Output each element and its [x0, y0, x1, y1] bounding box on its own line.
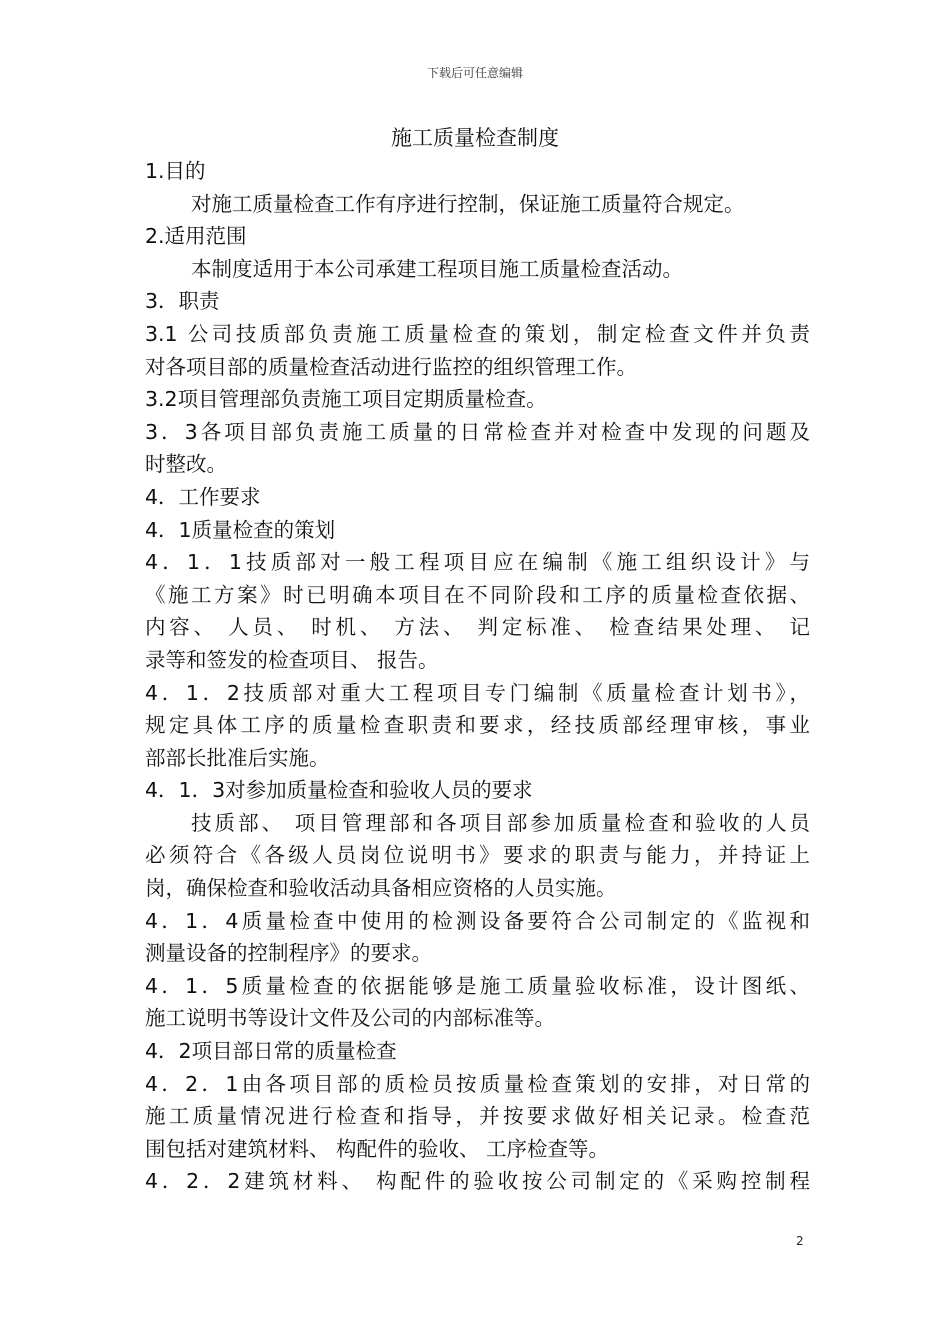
- line-17: 4．1．2技质部对重大工程项目专门编制《质量检查计划书》，: [145, 680, 810, 705]
- document-title: 施工质量检查制度: [391, 126, 559, 150]
- line-21: 技质部、 项目管理部和各项目部参加质量检查和验收的人员: [191, 810, 810, 835]
- page-number: 2: [796, 1234, 804, 1248]
- page-header-note: 下载后可任意编辑: [426, 66, 523, 80]
- line-8: 3.2项目管理部负责施工项目定期质量检查。: [145, 387, 547, 412]
- line-16: 录等和签发的检查项目、 报告。: [145, 647, 439, 672]
- line-4: 本制度适用于本公司承建工程项目施工质量检查活动。: [191, 256, 683, 281]
- line-26: 4．1．5质量检查的依据能够是施工质量验收标准，设计图纸、: [145, 973, 810, 998]
- line-24: 4．1．4质量检查中使用的检测设备要符合公司制定的《监视和: [145, 908, 810, 933]
- line-29: 4．2．1由各项目部的质检员按质量检查策划的安排，对日常的: [145, 1071, 810, 1096]
- line-22: 必须符合《各级人员岗位说明书》要求的职责与能力，并持证上: [145, 843, 810, 868]
- line-13: 4．1．1技质部对一般工程项目应在编制《施工组织设计》与: [145, 550, 810, 575]
- line-10: 时整改。: [145, 452, 227, 477]
- line-1: 1.目的: [145, 159, 206, 183]
- line-15: 内容、 人员、 时机、 方法、 判定标准、 检查结果处理、 记: [145, 615, 810, 640]
- line-19: 部部长批准后实施。: [145, 745, 330, 770]
- line-9: 3．3各项目部负责施工质量的日常检查并对检查中发现的问题及: [145, 419, 810, 444]
- line-12: 4．1质量检查的策划: [145, 517, 336, 542]
- document-body: [145, 155, 810, 1198]
- line-3: 2.适用范围: [145, 224, 247, 249]
- line-11: 4．工作要求: [145, 484, 261, 509]
- line-23: 岗，确保检查和验收活动具备相应资格的人员实施。: [145, 876, 617, 901]
- line-7: 对各项目部的质量检查活动进行监控的组织管理工作。: [145, 354, 637, 379]
- line-31: 围包括对建筑材料、 构配件的验收、 工序检查等。: [145, 1136, 610, 1161]
- line-30: 施工质量情况进行检查和指导，并按要求做好相关记录。检查范: [145, 1104, 810, 1129]
- line-5: 3．职责: [145, 289, 220, 314]
- line-32: 4．2．2建筑材料、 构配件的验收按公司制定的《采购控制程: [145, 1169, 810, 1194]
- line-20: 4．1．3对参加质量检查和验收人员的要求: [145, 778, 533, 803]
- line-28: 4．2项目部日常的质量检查: [145, 1039, 397, 1064]
- line-2: 对施工质量检查工作有序进行控制，保证施工质量符合规定。: [191, 191, 745, 216]
- line-14: 《施工方案》时已明确本项目在不同阶段和工序的质量检查依据、: [145, 582, 810, 607]
- line-6: 3.1 公司技质部负责施工质量检查的策划，制定检查文件并负责: [145, 321, 810, 346]
- line-27: 施工说明书等设计文件及公司的内部标准等。: [145, 1006, 555, 1031]
- line-18: 规定具体工序的质量检查职责和要求，经技质部经理审核，事业: [145, 713, 810, 738]
- line-25: 测量设备的控制程序》的要求。: [145, 941, 432, 966]
